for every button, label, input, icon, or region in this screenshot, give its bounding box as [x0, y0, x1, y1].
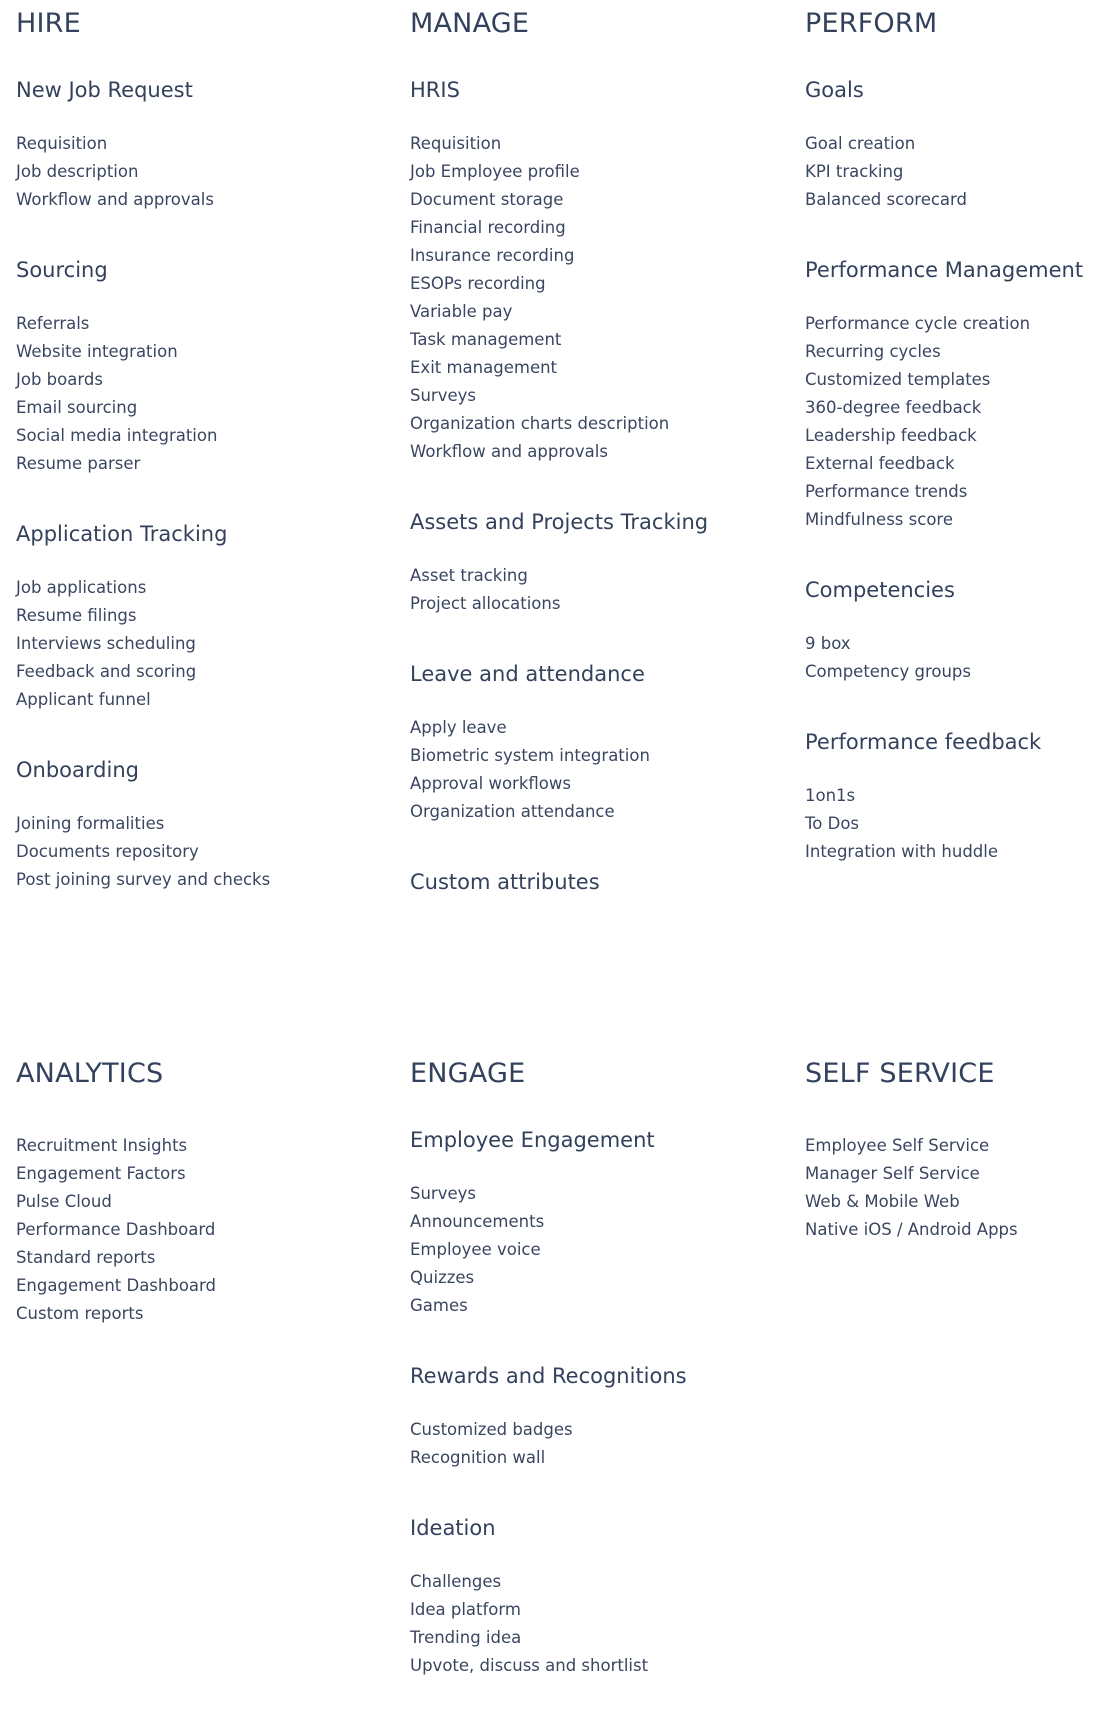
menu-item[interactable]: Idea platform: [410, 1600, 521, 1619]
menu-section: [16, 520, 376, 714]
menu-item[interactable]: Surveys: [410, 386, 476, 405]
analytics-column: [16, 1056, 376, 1328]
section-title[interactable]: Custom attributes: [410, 870, 600, 894]
menu-item[interactable]: Task management: [410, 330, 562, 349]
menu-item[interactable]: Resume filings: [16, 606, 137, 625]
column-heading: PERFORM: [805, 8, 938, 39]
menu-item[interactable]: Approval workflows: [410, 774, 571, 793]
menu-item[interactable]: Upvote, discuss and shortlist: [410, 1656, 649, 1675]
menu-item[interactable]: Custom reports: [16, 1304, 144, 1323]
menu-item[interactable]: External feedback: [805, 454, 955, 473]
menu-item[interactable]: Recognition wall: [410, 1448, 546, 1467]
menu-item[interactable]: Organization attendance: [410, 802, 615, 821]
menu-item[interactable]: Mindfulness score: [805, 510, 953, 529]
menu-item[interactable]: Requisition: [16, 134, 108, 153]
menu-item[interactable]: 360-degree feedback: [805, 398, 982, 417]
section-title[interactable]: Ideation: [410, 1516, 496, 1540]
column-heading: ENGAGE: [410, 1058, 526, 1089]
menu-item[interactable]: Interviews scheduling: [16, 634, 196, 653]
menu-item[interactable]: 9 box: [805, 634, 851, 653]
menu-section: [410, 1362, 770, 1472]
menu-item[interactable]: Surveys: [410, 1184, 476, 1203]
menu-item[interactable]: Insurance recording: [410, 246, 575, 265]
menu-section: [16, 256, 376, 478]
menu-item[interactable]: Job Employee profile: [410, 162, 580, 181]
section-title[interactable]: Sourcing: [16, 258, 108, 282]
menu-item[interactable]: Performance Dashboard: [16, 1220, 216, 1239]
column-heading: MANAGE: [410, 8, 530, 39]
menu-item[interactable]: Email sourcing: [16, 398, 138, 417]
engage-column: [410, 1056, 770, 1722]
menu-item[interactable]: Web & Mobile Web: [805, 1192, 960, 1211]
section-title[interactable]: Rewards and Recognitions: [410, 1364, 687, 1388]
menu-item[interactable]: Quizzes: [410, 1268, 475, 1287]
menu-section: [805, 576, 1108, 686]
menu-item[interactable]: Native iOS / Android Apps: [805, 1220, 1018, 1239]
menu-item[interactable]: Post joining survey and checks: [16, 870, 271, 889]
menu-item[interactable]: Announcements: [410, 1212, 545, 1231]
menu-item[interactable]: Competency groups: [805, 662, 971, 681]
menu-item[interactable]: 1on1s: [805, 786, 856, 805]
menu-item[interactable]: Referrals: [16, 314, 90, 333]
menu-item[interactable]: Requisition: [410, 134, 502, 153]
column-heading: ANALYTICS: [16, 1058, 164, 1089]
menu-item[interactable]: Workflow and approvals: [410, 442, 608, 461]
menu-item[interactable]: Document storage: [410, 190, 564, 209]
section-title[interactable]: Goals: [805, 78, 864, 102]
menu-item[interactable]: Joining formalities: [16, 814, 165, 833]
menu-item[interactable]: Social media integration: [16, 426, 218, 445]
menu-item[interactable]: Employee voice: [410, 1240, 541, 1259]
section-title[interactable]: Performance Management: [805, 258, 1084, 282]
menu-item[interactable]: Variable pay: [410, 302, 513, 321]
hire-column: [16, 6, 376, 936]
menu-item[interactable]: Engagement Dashboard: [16, 1276, 217, 1295]
menu-item[interactable]: Apply leave: [410, 718, 507, 737]
menu-item[interactable]: Biometric system integration: [410, 746, 650, 765]
menu-item[interactable]: Manager Self Service: [805, 1164, 980, 1183]
section-title[interactable]: Onboarding: [16, 758, 139, 782]
menu-item[interactable]: To Dos: [805, 814, 860, 833]
menu-item[interactable]: Workflow and approvals: [16, 190, 214, 209]
menu-item[interactable]: Feedback and scoring: [16, 662, 197, 681]
menu-item[interactable]: Job applications: [16, 578, 147, 597]
menu-item[interactable]: ESOPs recording: [410, 274, 546, 293]
menu-item[interactable]: Performance trends: [805, 482, 968, 501]
menu-item[interactable]: Goal creation: [805, 134, 916, 153]
menu-item[interactable]: Trending idea: [410, 1628, 522, 1647]
menu-section: [410, 868, 770, 896]
menu-section: [410, 660, 770, 826]
menu-item[interactable]: KPI tracking: [805, 162, 904, 181]
menu-item[interactable]: Job description: [16, 162, 139, 181]
menu-section: [805, 76, 1108, 214]
menu-item[interactable]: Documents repository: [16, 842, 199, 861]
menu-section: [410, 1514, 770, 1680]
section-title[interactable]: Assets and Projects Tracking: [410, 510, 709, 534]
section-title[interactable]: Competencies: [805, 578, 955, 602]
column-heading: HIRE: [16, 8, 81, 39]
section-title[interactable]: New Job Request: [16, 78, 193, 102]
section-title[interactable]: Performance feedback: [805, 730, 1042, 754]
manage-column: [410, 6, 770, 938]
section-title[interactable]: HRIS: [410, 78, 460, 102]
menu-item[interactable]: Leadership feedback: [805, 426, 977, 445]
section-title[interactable]: Application Tracking: [16, 522, 228, 546]
column-heading: SELF SERVICE: [805, 1058, 995, 1089]
menu-section: [16, 76, 376, 214]
menu-section: [805, 256, 1108, 534]
menu-item[interactable]: Website integration: [16, 342, 178, 361]
menu-item[interactable]: Customized templates: [805, 370, 991, 389]
menu-item[interactable]: Asset tracking: [410, 566, 528, 585]
menu-item[interactable]: Employee Self Service: [805, 1136, 990, 1155]
menu-item[interactable]: Integration with huddle: [805, 842, 999, 861]
self-service-column: [805, 1056, 1108, 1244]
menu-section: [16, 756, 376, 894]
menu-item[interactable]: Recruitment Insights: [16, 1136, 188, 1155]
menu-item[interactable]: Balanced scorecard: [805, 190, 968, 209]
menu-item[interactable]: Exit management: [410, 358, 558, 377]
menu-section: [410, 76, 770, 466]
menu-item[interactable]: Recurring cycles: [805, 342, 941, 361]
menu-item[interactable]: Customized badges: [410, 1420, 573, 1439]
menu-item[interactable]: Project allocations: [410, 594, 561, 613]
menu-section: [805, 728, 1108, 866]
menu-item[interactable]: Engagement Factors: [16, 1164, 186, 1183]
menu-item[interactable]: Pulse Cloud: [16, 1192, 112, 1211]
menu-item[interactable]: Resume parser: [16, 454, 141, 473]
menu-item[interactable]: Challenges: [410, 1572, 502, 1591]
menu-section: [410, 1126, 770, 1320]
menu-item[interactable]: Standard reports: [16, 1248, 156, 1267]
menu-item[interactable]: Job boards: [16, 370, 103, 389]
menu-item[interactable]: Financial recording: [410, 218, 566, 237]
section-title[interactable]: Employee Engagement: [410, 1128, 655, 1152]
perform-column: [805, 6, 1108, 908]
menu-item[interactable]: Performance cycle creation: [805, 314, 1031, 333]
section-title[interactable]: Leave and attendance: [410, 662, 645, 686]
menu-section: [410, 508, 770, 618]
menu-item[interactable]: Applicant funnel: [16, 690, 151, 709]
menu-item[interactable]: Games: [410, 1296, 468, 1315]
menu-item[interactable]: Organization charts description: [410, 414, 670, 433]
